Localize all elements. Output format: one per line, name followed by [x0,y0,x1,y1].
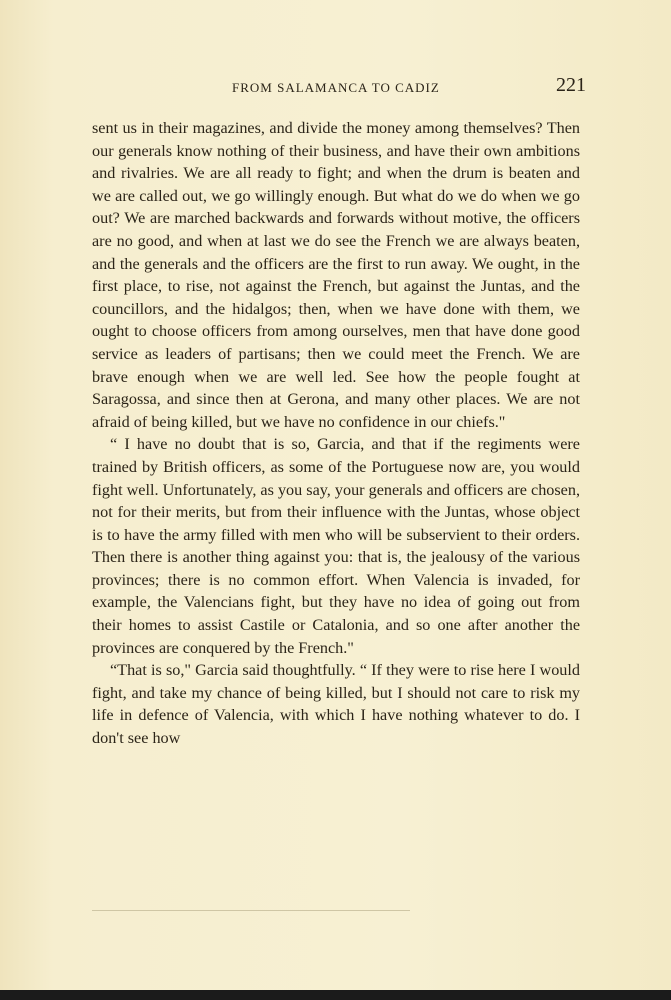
scan-edge [0,990,671,1000]
paragraph: “ I have no doubt that is so, Garcia, and that if the regiments were trained by British officers, as some of the Portuguese now are, you would fight well. Unfortunately, as you say, your generals and officers are chosen, not for their merits, but from their influence with the Juntas, whose object is to have the army filled with men who will be subservient to their orders. Then there is another thing against you: that is, the jealousy of the various provinces; there is no common effort. When Valencia is invaded, for example, the Valencians fight, but they have no idea of going out from their homes to assist Castile or Catalonia, and so one after another the provinces are conquered by the French." [92,435,581,657]
paragraph: sent us in their magazines, and divide the money among themselves? Then our generals know nothing of their business, and have their own ambitions and rivalries. We are all ready to fight; and when the drum is beaten and we are called out, we go willingly enough. But what do we do when we go out? We are marched backwards and forwards without motive, the officers are no good, and when at last we do see the French we are always beaten, and the generals and the officers are the first to run away. We ought, in the first place, to rise, not against the French, but against the Juntas, and the councillors, and the hidalgos; then, when we have done with them, we ought to choose officers from among ourselves, men that have done good service as leaders of partisans; then we could meet the French. We are brave enough when we are well led. See how the people fought at Saragossa, and since then at Gerona, and many other places. We are not afraid of being killed, but we have no confidence in our chiefs." [92,119,580,431]
footer-rule [92,910,410,911]
paragraph: “That is so," Garcia said thoughtfully. “ If they were to rise here I would fight, and take my chance of being killed, but I should not care to risk my life in defence of Valencia, with which I have nothing whatever to do. I don't see how [92,661,580,748]
page-number: 221 [556,74,586,96]
page-header [90,74,590,104]
running-title: FROM SALAMANCA TO CADIZ [232,80,440,95]
body-text [92,117,580,750]
